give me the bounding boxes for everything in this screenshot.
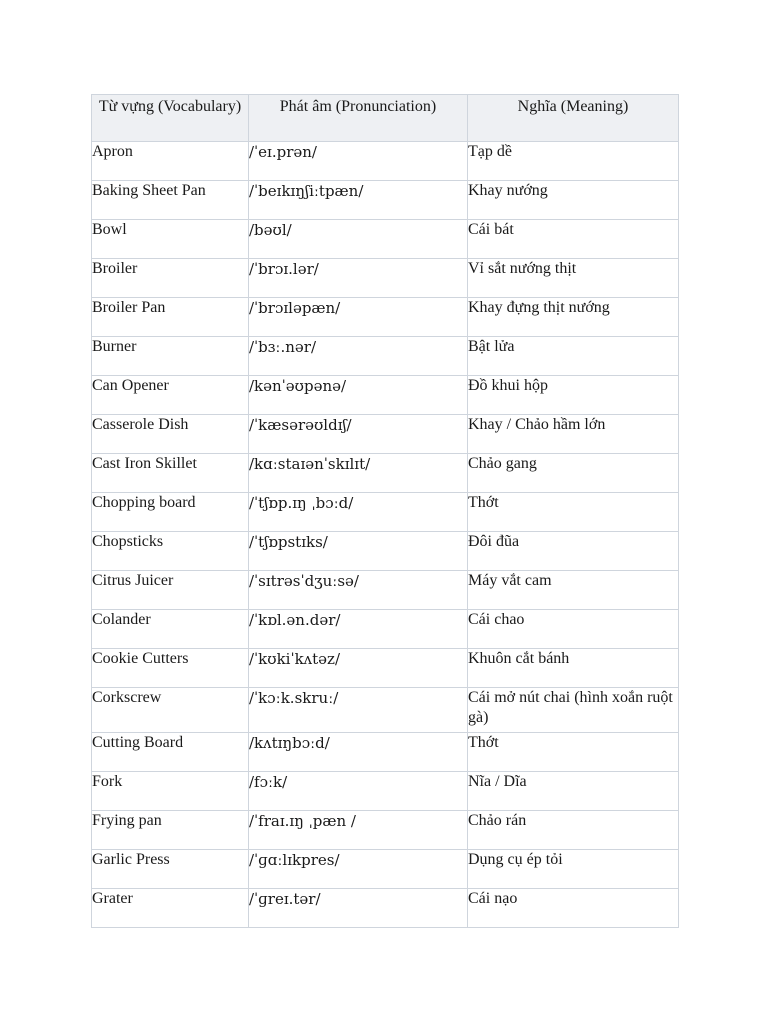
word-cell: Burner <box>92 337 249 376</box>
pronunciation-cell: /ˈkæsərəʊldɪʃ/ <box>249 415 468 454</box>
word-cell: Garlic Press <box>92 850 249 889</box>
meaning-cell: Thớt <box>468 493 679 532</box>
table-row <box>92 415 679 454</box>
meaning-cell: Chảo gang <box>468 454 679 493</box>
vocabulary-table <box>91 94 679 928</box>
table-row <box>92 850 679 889</box>
table-row <box>92 649 679 688</box>
meaning-cell: Chảo rán <box>468 811 679 850</box>
table-row <box>92 610 679 649</box>
pronunciation-cell: /ˈtʃɒp.ɪŋ ˌbɔːd/ <box>249 493 468 532</box>
word-cell: Can Opener <box>92 376 249 415</box>
table-row <box>92 337 679 376</box>
table-row <box>92 811 679 850</box>
meaning-cell: Cái bát <box>468 220 679 259</box>
meaning-cell: Vỉ sắt nướng thịt <box>468 259 679 298</box>
pronunciation-cell: /kɑːstaɪənˈskɪlɪt/ <box>249 454 468 493</box>
meaning-cell: Nĩa / Dĩa <box>468 772 679 811</box>
table-row <box>92 298 679 337</box>
pronunciation-cell: /ˈtʃɒpstɪks/ <box>249 532 468 571</box>
pronunciation-cell: /ˈfraɪ.ɪŋ ˌpæn / <box>249 811 468 850</box>
word-cell: Cutting Board <box>92 733 249 772</box>
word-cell: Frying pan <box>92 811 249 850</box>
meaning-cell: Dụng cụ ép tỏi <box>468 850 679 889</box>
pronunciation-cell: /ˈbrɔɪ.lər/ <box>249 259 468 298</box>
word-cell: Citrus Juicer <box>92 571 249 610</box>
table-row <box>92 688 679 733</box>
meaning-cell: Đôi đũa <box>468 532 679 571</box>
table-row <box>92 733 679 772</box>
meaning-cell: Máy vắt cam <box>468 571 679 610</box>
pronunciation-cell: /ˈbeɪkɪŋʃiːtpæn/ <box>249 181 468 220</box>
word-cell: Fork <box>92 772 249 811</box>
meaning-cell: Đồ khui hộp <box>468 376 679 415</box>
table-row <box>92 259 679 298</box>
table-row <box>92 142 679 181</box>
pronunciation-cell: /ˈkɒl.ən.dər/ <box>249 610 468 649</box>
pronunciation-cell: /ˈɡɑːlɪkpres/ <box>249 850 468 889</box>
table-row <box>92 772 679 811</box>
word-cell: Chopsticks <box>92 532 249 571</box>
table-row <box>92 454 679 493</box>
table-header <box>92 95 679 142</box>
pronunciation-cell: /bəʊl/ <box>249 220 468 259</box>
pronunciation-cell: /kənˈəʊpənə/ <box>249 376 468 415</box>
table-row <box>92 889 679 928</box>
table-row <box>92 532 679 571</box>
header-row <box>92 95 679 142</box>
pronunciation-cell: /kʌtɪŋbɔːd/ <box>249 733 468 772</box>
pronunciation-cell: /ˈsɪtrəsˈdʒuːsə/ <box>249 571 468 610</box>
pronunciation-cell: /ˈeɪ.prən/ <box>249 142 468 181</box>
word-cell: Broiler <box>92 259 249 298</box>
word-cell: Broiler Pan <box>92 298 249 337</box>
word-cell: Apron <box>92 142 249 181</box>
word-cell: Cookie Cutters <box>92 649 249 688</box>
word-cell: Casserole Dish <box>92 415 249 454</box>
word-cell: Corkscrew <box>92 688 249 733</box>
table-row <box>92 571 679 610</box>
meaning-cell: Thớt <box>468 733 679 772</box>
table-row <box>92 220 679 259</box>
meaning-cell: Khay đựng thịt nướng <box>468 298 679 337</box>
header-pronunciation: Phát âm (Pronunciation) <box>249 95 468 142</box>
meaning-cell: Tạp dề <box>468 142 679 181</box>
pronunciation-cell: /ˈbɜː.nər/ <box>249 337 468 376</box>
header-vocabulary: Từ vựng (Vocabulary) <box>92 95 249 142</box>
word-cell: Chopping board <box>92 493 249 532</box>
table-row <box>92 493 679 532</box>
word-cell: Bowl <box>92 220 249 259</box>
table-row <box>92 376 679 415</box>
pronunciation-cell: /ˈɡreɪ.tər/ <box>249 889 468 928</box>
meaning-cell: Khuôn cắt bánh <box>468 649 679 688</box>
word-cell: Colander <box>92 610 249 649</box>
meaning-cell: Cái mở nút chai (hình xoắn ruột gà) <box>468 688 679 733</box>
pronunciation-cell: /ˈkʊkiˈkʌtəz/ <box>249 649 468 688</box>
pronunciation-cell: /ˈbrɔɪləpæn/ <box>249 298 468 337</box>
pronunciation-cell: /ˈkɔːk.skruː/ <box>249 688 468 733</box>
meaning-cell: Khay / Chảo hầm lớn <box>468 415 679 454</box>
word-cell: Cast Iron Skillet <box>92 454 249 493</box>
meaning-cell: Cái chao <box>468 610 679 649</box>
word-cell: Baking Sheet Pan <box>92 181 249 220</box>
meaning-cell: Khay nướng <box>468 181 679 220</box>
meaning-cell: Bật lửa <box>468 337 679 376</box>
table-row <box>92 181 679 220</box>
pronunciation-cell: /fɔːk/ <box>249 772 468 811</box>
word-cell: Grater <box>92 889 249 928</box>
meaning-cell: Cái nạo <box>468 889 679 928</box>
header-meaning: Nghĩa (Meaning) <box>468 95 679 142</box>
